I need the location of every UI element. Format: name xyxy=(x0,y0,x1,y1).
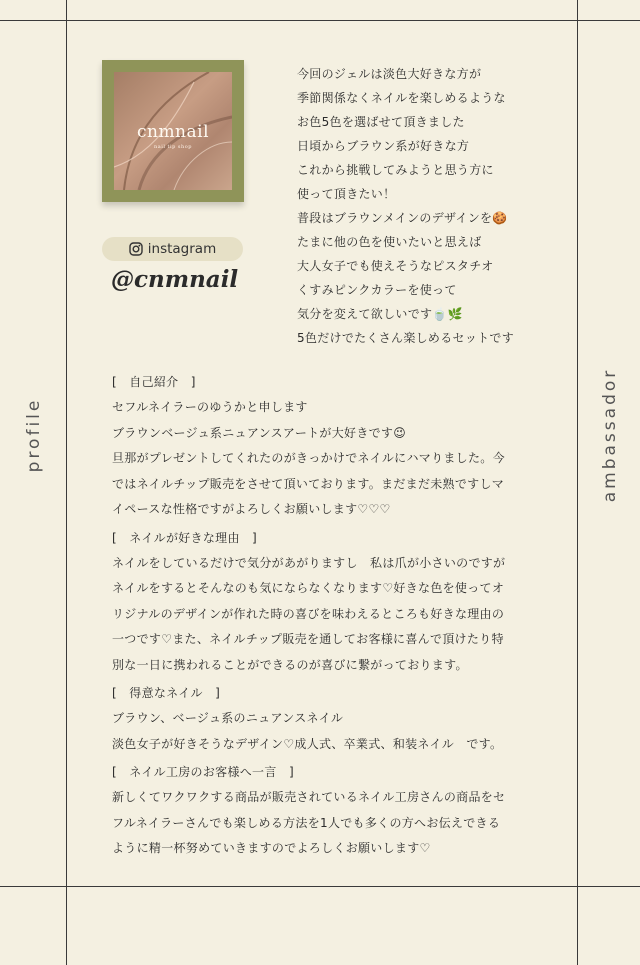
left-frame-line xyxy=(66,0,67,965)
section-body xyxy=(112,395,542,523)
section-line: ではネイルチップ販売をさせて頂いております。まだまだ未熟ですしマ xyxy=(112,476,505,491)
instagram-handle[interactable]: @cnmnail xyxy=(111,266,239,293)
instagram-label: instagram xyxy=(147,241,217,257)
section-body xyxy=(112,706,542,757)
profile-section xyxy=(112,373,542,523)
instagram-badge[interactable] xyxy=(102,237,243,261)
logo-subtitle: nail tip shop xyxy=(154,144,192,150)
profile-sections xyxy=(112,373,542,868)
shop-logo xyxy=(102,60,244,202)
intro-line: 気分を変えて欲しいです🍵🌿 xyxy=(297,307,463,321)
section-line: 一つです♡また、ネイルチップ販売を通してお客様に喜んで頂けたり特 xyxy=(112,632,504,646)
section-line: 別な一日に携われることができるのが喜びに繋がっております。 xyxy=(112,657,468,672)
section-line: ブラウンベージュ系ニュアンスアートが大好きです😉 xyxy=(112,425,407,440)
section-line: リジナルのデザインが作れた時の喜びを味わえるところも好きな理由の xyxy=(112,606,505,621)
logo-image xyxy=(114,72,232,190)
intro-line: 季節関係なくネイルを楽しめるような xyxy=(297,91,506,105)
section-body xyxy=(112,785,542,862)
section-heading: [ 得意なネイル ] xyxy=(112,686,221,700)
intro-line: 普段はブラウンメインのデザインを🍪 xyxy=(297,211,508,225)
section-heading: [ 自己紹介 ] xyxy=(112,375,196,389)
section-line: フルネイラーさんでも楽しめる方法を1人でも多くの方へお伝えできる xyxy=(112,815,501,830)
profile-section xyxy=(112,684,542,757)
section-heading: [ ネイルが好きな理由 ] xyxy=(112,530,258,545)
intro-line: 使って頂きたい！ xyxy=(297,187,396,201)
intro-line: 日頃からブラウン系が好きな方 xyxy=(297,139,470,153)
section-line: 新しくてワクワクする商品が販売されているネイル工房さんの商品をセ xyxy=(112,790,506,804)
logo-name: cnmnail xyxy=(136,122,210,142)
profile-section xyxy=(112,529,542,679)
intro-line: 今回のジェルは淡色大好きな方が xyxy=(297,67,482,81)
intro-text xyxy=(297,62,557,350)
intro-line: くすみピンクカラーを使って xyxy=(297,283,457,297)
section-line: イペースな性格ですがよろしくお願いします♡♡♡ xyxy=(112,502,391,516)
right-frame-line xyxy=(577,0,578,965)
section-heading: [ ネイル工房のお客様へ一言 ] xyxy=(112,765,294,779)
section-line: ネイルをしているだけで気分があがりますし 私は爪が小さいのですが xyxy=(112,555,506,570)
bottom-frame-line xyxy=(0,886,640,887)
section-line: 淡色女子が好きそうなデザイン♡成人式、卒業式、和装ネイル です。 xyxy=(112,736,503,751)
section-body xyxy=(112,551,542,679)
ambassador-side-label: ambassador xyxy=(600,367,620,503)
intro-line: 5色だけでたくさん楽しめるセットです xyxy=(297,331,515,345)
section-line: ネイルをするとそんなのも気にならなくなります♡好きな色を使ってオ xyxy=(112,581,505,595)
profile-side-label: profile xyxy=(24,397,44,473)
top-frame-line xyxy=(0,20,640,21)
section-line: ブラウン、ベージュ系のニュアンスネイル xyxy=(112,711,344,725)
intro-line: 大人女子でも使えそうなピスタチオ xyxy=(297,259,494,273)
instagram-icon xyxy=(129,242,143,256)
intro-line: たまに他の色を使いたいと思えば xyxy=(297,235,482,249)
section-line: ように精一杯努めていきますのでよろしくお願いします♡ xyxy=(112,841,431,855)
intro-line: これから挑戦してみようと思う方に xyxy=(297,163,494,177)
intro-line: お色5色を選ばせて頂きました xyxy=(297,115,465,129)
section-line: 旦那がプレゼントしてくれたのがきっかけでネイルにハマりました。今 xyxy=(112,451,505,465)
section-line: セフルネイラーのゆうかと申します xyxy=(112,400,308,414)
profile-section xyxy=(112,763,542,862)
